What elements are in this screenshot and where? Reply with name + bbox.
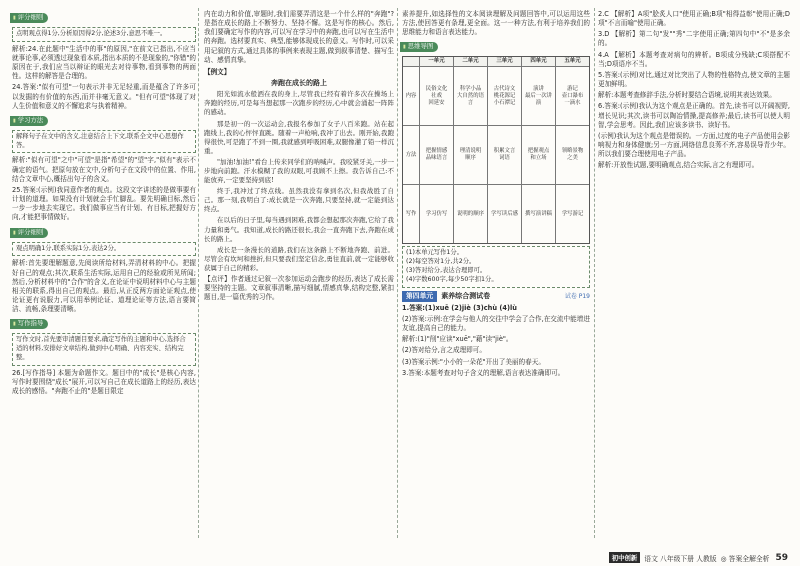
answer-paragraph: 解析:首先要理解题意,先阅读所给材料,弄清材料的中心。把握好自己的观点;其次,联系生活实际,运用自己的经验或所见所闻;然后,分析材料中的"合作"的含义,在论证中说明材料中心与主题相关的联系,得出自己的观点。最后,从正反两方面论证观点,使论证更有说服力,可以用举例论证、道理论证等方法,语言要简洁、流畅,条理要清晰。: [12, 259, 196, 314]
section-tag: ▮ 评分细则: [10, 13, 48, 23]
map-header-cell: 五单元: [555, 57, 589, 66]
tips-note: 写作文时,首先要审清题目要求,确定写作的主题和中心,选择合适的材料,安排好文章结构,做到中心明确、内容充实、结构完整。: [12, 333, 196, 365]
answer-paragraph: 解析:开放性试题,要明确观点,结合实际,言之有理即可。: [598, 161, 759, 170]
map-cell: 内容: [405, 92, 417, 99]
page-number: 59: [775, 552, 788, 563]
answer-paragraph: 解析:24.在此题中"生活中的事"的原因,"在前文已指出,不应当就事论事,必须透过现象看本质,指出本质的不是现象的,"你错"的原因在于,我们应当以辩证的眼光去对待事物,看到事物的两面性。这样的解答是合理的。: [12, 44, 196, 81]
answer-paragraph: 4.A 【解析】本题考查对病句的辨析。B项成分残缺;C项搭配不当;D项语序不当。: [598, 50, 790, 68]
column-divider: [594, 8, 595, 538]
unit-label: 第四单元: [402, 291, 437, 302]
course-label: 语文 八年级下册 人教版: [644, 554, 717, 563]
map-note-line: (3)答对给分,表达合理即可。: [406, 267, 487, 275]
sample-essay-heading: 【例文】: [204, 67, 231, 76]
map-header-cell: 三单元: [487, 57, 521, 66]
answer-paragraph: (2)答对给分,言之成理即可。: [402, 346, 486, 355]
answer-paragraph: (2)答案:示例:在学会与他人的交往中学会了合作,在交流中能增进友谊,提高自己的能力。: [402, 314, 590, 333]
answer-paragraph: 5.答案:(示例)对比,通过对比突出了人物的性格特点,使文章的主题更加鲜明。: [598, 70, 790, 89]
footer-info: [609, 552, 788, 563]
column-1: [12, 10, 196, 398]
column-3: [402, 10, 590, 380]
map-cell: 方法: [405, 151, 417, 158]
essay-paragraph: 在以后的日子里,每当遇到困难,我都会想起那次奔跑,它给了我力量和勇气。我知道,成长的路还很长,我会一直奔跑下去,奔跑在成长的路上。: [204, 216, 394, 243]
map-cell: 古代诗文 桃花源记 小石潭记: [487, 67, 521, 125]
map-cell: 学写读后感: [487, 185, 521, 243]
unit-title: 素养综合测试卷: [441, 291, 491, 300]
section-tag: ▮ 评分细则: [10, 228, 48, 238]
skill-note: 解释句子在文中的含义,注意结合上下文,联系全文中心思想作答。: [12, 130, 196, 154]
column-2: [204, 10, 394, 305]
answer-paragraph: 解析:本题考查修辞手法,分析时要结合语境,说明其表达效果。: [598, 91, 776, 100]
essay-comment: 【点评】作者通过记叙一次参加运动会跑步的经历,表达了成长需要坚持的主题。文章叙事清晰,描写细腻,情感真挚,结构完整,紧扣题目,是一篇优秀的习作。: [204, 275, 394, 302]
map-cell: 积累文言 词语: [487, 126, 521, 184]
map-cell: 演讲 最后一次讲演: [521, 67, 555, 125]
answer-paragraph: (示例)我认为这个观点是错误的。一方面,过度的电子产品使用会影响视力和身体健康;另一方面,网络信息良莠不齐,容易误导青少年。所以我们要合理使用电子产品。: [598, 131, 790, 159]
map-header-cell: [403, 57, 419, 66]
column-divider: [397, 8, 398, 538]
map-note-line: (2)每空答对1分,共2分。: [406, 258, 476, 266]
answer-paragraph: 解析:(1)"削"应读"xuē","藉"读"jiè"。: [402, 335, 513, 344]
map-row: [403, 125, 589, 184]
answer-paragraph: 解析:"似有可望"之中"可望"是指"希望"的"望"字,"似有"表示不确定的语气。把原句放在文中,分析句子在文段中的位置、作用,结合文章中心,概括出句子的含义。: [12, 156, 196, 183]
section-tag: ▮ 思维导图: [400, 42, 438, 52]
answer-paragraph: 24.答案:"似有可望"一句表示并非无足轻重,而是蕴含了许多可以发掘的有价值的东西,而并非毫无意义。"但有可望"体现了对人生价值和意义的不懈追求与执着精神。: [12, 83, 196, 110]
map-cell: 民俗文化 社戏 回延安: [419, 67, 453, 125]
map-cell: 学写游记: [555, 185, 589, 243]
map-cell: 理清说明 顺序: [453, 126, 487, 184]
map-cell: 把握情感 品味语言: [419, 126, 453, 184]
map-row: [403, 66, 589, 125]
map-cell: 科学小品 大自然的语言: [453, 67, 487, 125]
answer-paragraph: 6.答案:(示例)我认为这个观点是正确的。首先,读书可以开阔视野,增长见识;其次,读书可以陶冶情操,提高修养;最后,读书可以使人明智,学会思考。因此,我们应该多读书、读好书。: [598, 102, 790, 129]
map-header-cell: 四单元: [521, 57, 555, 66]
essay-paragraph: 阳光如流水般洒在我的身上,尽管我已经有着许多次在操场上奔跑的经历,可是每当想起那一次跑步的经历,心中就会涌起一阵阵的感动。: [204, 90, 394, 117]
essay-paragraph: "加油!加油!"看台上传来同学们的呐喊声。我咬紧牙关,一步一步地向前跑。汗水模糊了我的双眼,可我顾不上擦。我告诉自己:不能放弃,一定要坚持到底!: [204, 157, 394, 185]
answer-paragraph: 2.C 【解析】A项"脍炙人口"使用正确;B项"相得益彰"使用正确;D项"不言而喻"使用正确。: [598, 10, 790, 28]
answer-paragraph: 26.[写作指导] 本题为命题作文。题目中的"成长"是核心内容,写作时要围绕"成长"展开,可以写自己在成长道路上的经历,表达成长的感悟。"奔跑不止的"是题目限定: [12, 368, 196, 396]
page-footer: [0, 552, 800, 566]
essay-paragraph: 成长是一条漫长的道路,我们在这条路上不断地奔跑、前进。尽管会有坎坷和挫折,但只要我们坚定信念,勇往直前,就一定能够收获属于自己的精彩。: [204, 245, 394, 272]
unit-banner: [402, 291, 590, 302]
unit-page-ref: 试卷 P19: [564, 292, 590, 300]
scoring-note: 观点明确1分,联系实际1分,表达2分。: [12, 242, 196, 257]
scoring-note: 点明观点得1分,分析原因得2分,论述3分,意思不唯一。: [12, 27, 196, 42]
answer-paragraph: 内在动力和价值,审题时,我们需要弄清这是一个什么样的"奔跑"?是指在成长的路上不断努力、坚持不懈。这是写作的核心。然后,我们要确定写作的内容,可以写在学习中的奔跑,也可以写在生活中的奔跑。选材要真实、典型,能够体现成长的意义。写作时,可以采用记叙的方式,通过具体的事例来表现主题,做到叙事清楚、描写生动、感情真挚。: [204, 10, 394, 64]
section-tag: ▮ 学习方法: [10, 116, 48, 126]
answer-paragraph: 25.答案:(示例)我同意作者的观点。这段文字讲述的是做事要有计划的道理。如果没有计划就会手忙脚乱。要先明确目标,然后一步一步地去实现它。我们做事应当有计划、有目标,把握好方向,才能把事情做好。: [12, 185, 196, 222]
map-cell: 说明的顺序: [453, 185, 487, 243]
map-cell: 写作: [405, 210, 417, 217]
map-header-cell: 二单元: [453, 57, 487, 66]
answer-paragraph: 1.答案:(1)xuē (2)jiè (3)chù (4)lù: [402, 303, 517, 312]
column-4: [598, 10, 790, 173]
map-notes: [402, 246, 590, 287]
essay-paragraph: 终于,我冲过了终点线。虽然我没有拿到名次,但我战胜了自己。那一刻,我明白了:成长就是一次奔跑,只要坚持,就一定能到达终点。: [204, 187, 394, 214]
map-cell: 领略景物 之美: [555, 126, 589, 184]
answer-paragraph: (3)答案示例:"小小的一朵花"开出了美丽的春天。: [402, 357, 545, 366]
map-header-cell: 一单元: [419, 57, 453, 66]
answer-paragraph: 3.答案:本题考查对句子含义的理解,语言表达准确即可。: [402, 368, 565, 377]
map-note-line: (4)字数600字,每少50字扣1分。: [406, 275, 498, 283]
answer-paragraph: 3.D 【解析】第二句"发""秀"二字使用正确;第四句中"不"是多余的。: [598, 30, 790, 48]
sample-essay: [204, 90, 394, 273]
brand-logo: 初中创新: [609, 552, 641, 563]
mind-map-table: [402, 56, 590, 244]
column-divider: [198, 8, 199, 538]
map-cell: 把握观点 和立场: [521, 126, 555, 184]
map-cell: 学习仿写: [419, 185, 453, 243]
map-cell: 游记 壶口瀑布 一滴水: [555, 67, 589, 125]
answer-key-label: ◎ 答案全解全析: [720, 554, 770, 563]
essay-paragraph: 那是初一的一次运动会,我报名参加了女子八百米跑。站在起跑线上,我的心怦怦直跳。随着一声枪响,我冲了出去。刚开始,我跑得很快,可是跑了不到一圈,我就感到呼吸困难,双腿像灌了铅一样沉重。: [204, 119, 394, 155]
map-header-row: [403, 57, 589, 66]
map-note-line: (1)本单元写作1分。: [406, 249, 464, 257]
map-row: [403, 184, 589, 243]
essay-title: 奔跑在成长的路上: [271, 79, 327, 88]
answer-paragraph: 素养提升,如选择性的文本阅读理解及问题回答中,可以运用这些方法,使回答更有条理,更全面。这一一种方法,有利于培养我们的思维能力和语言表达能力。: [402, 10, 590, 37]
map-cell: 撰写演讲稿: [521, 185, 555, 243]
section-tag: ▮ 写作指导: [10, 319, 48, 329]
